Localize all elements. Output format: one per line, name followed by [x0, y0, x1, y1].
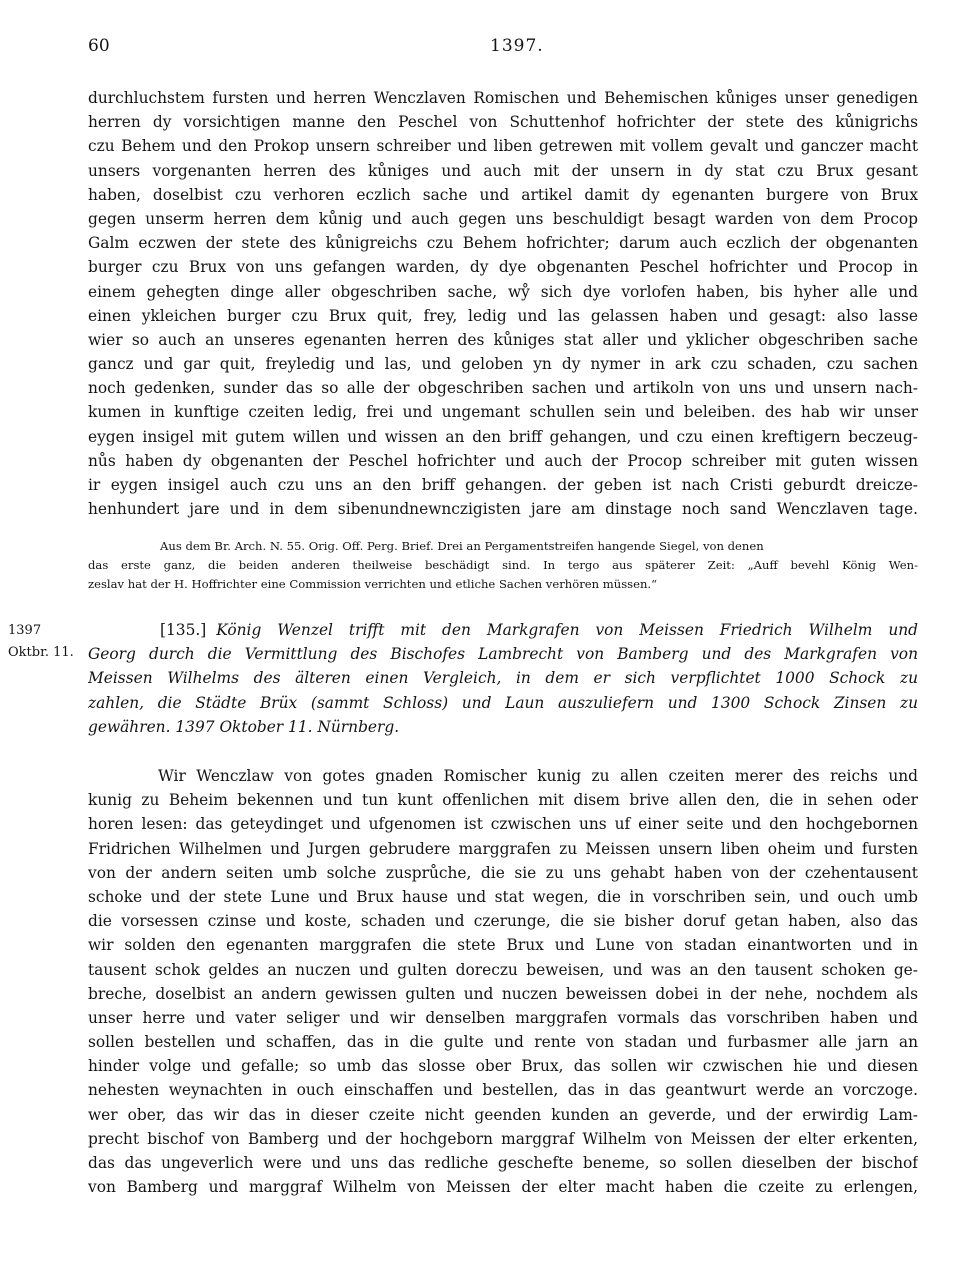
regest-line: zahlen, die Städte Brüx (sammt Schloss) und Laun auszuliefern und 1300 Schock Zinsen zu	[88, 693, 918, 712]
text-line: noch gedenken, sunder das so alle der obgeschriben sachen und artikoln von uns und unsern nach-	[88, 379, 918, 398]
text-line: Wir Wenczlaw von gotes gnaden Romischer kunig zu allen czeiten merer des reichs und	[158, 767, 918, 785]
regest-line: Meissen Wilhelms des älteren einen Vergleich, in dem er sich verpflichtet 1000 Schock zu	[88, 669, 918, 688]
text-line: precht bischof von Bamberg und der hochgeborn marggraf Wilhelm von Meissen der elter erkenten,	[88, 1129, 918, 1148]
text-line: durchluchstem fursten und herren Wenczlaven Romischen und Behemischen kůniges unser genedigen	[88, 89, 918, 107]
note-line: zeslav hat der H. Hoffrichter eine Commission verrichten und etliche Sachen verhören müssen.“	[88, 577, 658, 591]
document-regest	[88, 618, 918, 739]
main-text-block	[88, 764, 918, 1199]
text-line: herren dy vorsichtigen manne den Peschel von Schuttenhof hofrichter der stete des kůnigrichs	[88, 113, 918, 132]
regest-text: König Wenzel trifft mit den Markgrafen von Meissen Friedrich Wilhelm und	[216, 621, 918, 639]
text-line: eygen insigel mit gutem willen und wissen an den briff gehangen, und czu einen kreftigern beczeug-	[88, 427, 918, 446]
text-line: kumen in kunftige czeiten ledig, frei und ungemant schullen sein und beleiben. des hab wir unser	[88, 403, 918, 422]
running-title: 1397.	[490, 36, 544, 56]
regest-line: gewähren. 1397 Oktober 11. Nürnberg.	[88, 717, 400, 736]
text-line: henhundert jare und in dem sibenundnewnczigisten jare am dinstage noch sand Wenczlaven tage.	[88, 500, 918, 519]
text-line: das das ungeverlich were und uns das redliche geschefte beneme, so sollen dieselben der bischof	[88, 1154, 918, 1172]
text-line: von Bamberg und marggraf Wilhelm von Meissen der elter macht haben die czeite zu erlengen,	[88, 1178, 918, 1197]
regest-line: Georg durch die Vermittlung des Bischofes Lambrecht von Bamberg und des Markgrafen von	[88, 645, 918, 664]
text-line: gancz und gar quit, freyledig und las, und geloben yn dy nymer in ark czu schaden, czu sachen	[88, 355, 918, 374]
document-number: [135.]	[160, 621, 207, 639]
text-line: wir solden den egenanten marggrafen die stete Brux und Lune von stadan einantworten und in	[88, 936, 918, 955]
text-line: schoke und der stete Lune und Brux hause und stat wegen, die in vorschriben sein, und ouch umb	[88, 887, 918, 906]
margin-date-note	[8, 620, 74, 664]
text-line: sollen bestellen und schaffen, das in die gulte und rente von stadan und furbasmer alle jarn an	[88, 1033, 918, 1052]
text-line: die vorsessen czinse und koste, schaden und czerunge, die sie bisher doruf getan haben, also das	[88, 912, 918, 931]
text-line: nehesten weynachten in ouch einschaffen und bestellen, das in das geantwurt werde an vorczoge.	[88, 1081, 918, 1100]
regest-line	[88, 618, 918, 642]
text-line: kunig zu Beheim bekennen und tun kunt offenlichen mit disem brive allen den, die in sehen oder	[88, 791, 918, 810]
note-line: das erste ganz, die beiden anderen theilweise beschädigt sind. In tergo aus späterer Zeit: „Auff bevehl König Wen-	[88, 558, 918, 572]
text-line: Galm eczwen der stete des kůnigreichs czu Behem hofrichter; darum auch eczlich der obgenanten	[88, 234, 918, 253]
note-line: Aus dem Br. Arch. N. 55. Orig. Off. Perg. Brief. Drei an Pergamentstreifen hangende Siegel, von denen	[160, 539, 764, 553]
text-line: haben, doselbist czu verhoren eczlich sache und artikel damit dy egenanten burgere von Brux	[88, 185, 918, 204]
text-line: ir eygen insigel auch czu uns an den briff gehangen. der geben ist nach Cristi geburdt dreicze-	[88, 476, 918, 494]
top-text-block	[88, 86, 918, 521]
text-line: von der andern seiten umb solche zusprůche, die sie zu uns gehabt haben von der czehentausent	[88, 863, 918, 882]
text-line: nůs haben dy obgenanten der Peschel hofrichter und auch der Procop schreiber mit guten wissen	[88, 451, 918, 470]
text-line: gegen unserm herren dem kůnig und auch gegen uns beschuldigt besagt warden von dem Procop	[88, 209, 918, 228]
page-header	[88, 36, 920, 60]
text-line: wier so auch an unseres egenanten herren des kůniges stat aller und yklicher obgeschriben sache	[88, 330, 918, 349]
text-line: breche, doselbist an andern gewissen gulten und nuczen beweissen dobei in der nehe, nochdem als	[88, 984, 918, 1003]
page-number: 60	[88, 36, 110, 56]
text-line: einen ykleichen burger czu Brux quit, frey, ledig und las gelassen haben und gesagt: also lasse	[88, 306, 918, 325]
text-line: czu Behem und den Prokop unsern schreiber und liben getrewen mit vollem gevalt und ganczer macht	[88, 137, 918, 156]
text-line: unsers vorgenanten herren des kůniges und auch mit der unsern in dy stat czu Brux gesant	[88, 161, 918, 180]
text-line: hinder volge und gefalle; so umb das slosse ober Brux, das sollen wir czwischen hie und diesen	[88, 1057, 918, 1076]
text-line: einem gehegten dinge aller obgeschriben sache, wẙ sich dye vorlofen haben, bis hyher alle und	[88, 282, 918, 301]
text-line: tausent schok geldes an nuczen und gulten doreczu beweisen, und was an den tausent schoken ge-	[88, 960, 918, 979]
text-line: Fridrichen Wilhelmen und Jurgen gebrudere marggrafen zu Meissen unsern liben oheim und fursten	[88, 839, 918, 858]
text-line: horen lesen: das geteydinget und ufgenomen ist czwischen uns uf einer seite und den hochgebornen	[88, 815, 918, 834]
margin-date: Oktbr. 11.	[8, 645, 74, 660]
text-line: burger czu Brux von uns gefangen warden, dy dye obgenanten Peschel hofrichter und Procop in	[88, 258, 918, 277]
source-note	[88, 537, 918, 594]
margin-year: 1397	[8, 623, 42, 638]
text-line: unser herre und vater seliger und wir denselben marggrafen vormals das vorschriben haben und	[88, 1008, 918, 1027]
text-line: wer ober, das wir das in dieser czeite nicht geenden kunden an geverde, und der erwirdig Lam-	[88, 1105, 918, 1124]
